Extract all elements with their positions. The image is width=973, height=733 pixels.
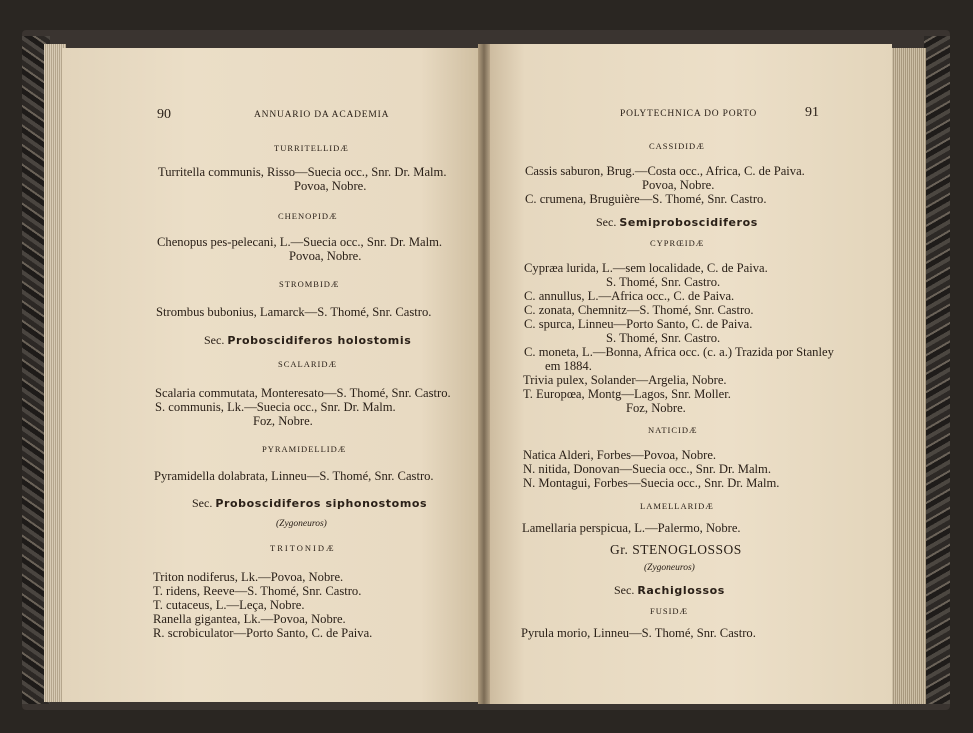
family-heading: SCALARIDÆ: [278, 359, 338, 369]
text-line: N. Montagui, Forbes—Suecia occ., Snr. Dr. Malm.: [523, 476, 780, 490]
text-line: em 1884.: [545, 359, 592, 373]
text-line: Ranella gigantea, Lk.—Povoa, Nobre.: [153, 612, 346, 626]
text-line: Cassis saburon, Brug.—Costa occ., Africa, C. de Paiva.: [525, 164, 805, 178]
text-line: Triton nodiferus, Lk.—Povoa, Nobre.: [153, 570, 344, 584]
text-line: Foz, Nobre.: [626, 401, 686, 415]
text-line: C. moneta, L.—Bonna, Africa occ. (c. a.) Trazida por Stanley: [524, 345, 834, 359]
family-heading: NATICIDÆ: [648, 425, 698, 435]
text-line: S. Thomé, Snr. Castro.: [606, 331, 721, 345]
subheading-italic: (Zygoneuros): [644, 563, 695, 573]
family-heading: LAMELLARIDÆ: [640, 501, 714, 511]
page-number-right: 91: [805, 105, 819, 120]
text-line: C. annullus, L.—Africa occ., C. de Paiva.: [524, 289, 735, 303]
text-line: Pyramidella dolabrata, Linneu—S. Thomé, Snr. Castro.: [154, 469, 434, 483]
family-heading: CYPRŒIDÆ: [650, 238, 705, 248]
text-line: S. Thomé, Snr. Castro.: [606, 275, 721, 289]
section-heading: Sec. Proboscidiferos holostomis: [204, 333, 412, 347]
group-heading: Gr. STENOGLOSSOS: [610, 542, 742, 557]
section-heading: Sec. Proboscidiferos siphonostomos: [192, 496, 428, 510]
text-line: Lamellaria perspicua, L.—Palermo, Nobre.: [522, 521, 741, 535]
family-heading: CASSIDIDÆ: [649, 141, 705, 151]
family-heading: CHENOPIDÆ: [278, 211, 338, 221]
text-line: Scalaria commutata, Monteresato—S. Thomé, Snr. Castro.: [155, 386, 451, 400]
running-head-right: POLYTECHNICA DO PORTO: [620, 109, 758, 119]
section-heading: Sec. Semiproboscidiferos: [596, 215, 758, 229]
text-line: Chenopus pes-pelecani, L.—Suecia occ., Snr. Dr. Malm.: [157, 235, 443, 249]
text-line: T. cutaceus, L.—Leça, Nobre.: [153, 598, 305, 612]
book-gutter: [478, 44, 490, 704]
running-head-left: ANNUARIO DA ACADEMIA: [254, 110, 390, 120]
text-line: Trivia pulex, Solander—Argelia, Nobre.: [523, 373, 727, 387]
text-line: R. scrobiculator—Porto Santo, C. de Paiva.: [153, 626, 373, 640]
text-line: Strombus bubonius, Lamarck—S. Thomé, Snr. Castro.: [156, 305, 432, 319]
text-line: Cypræa lurida, L.—sem localidade, C. de Paiva.: [524, 261, 768, 275]
text-line: Povoa, Nobre.: [294, 179, 367, 193]
text-line: Foz, Nobre.: [253, 414, 313, 428]
text-line: Turritella communis, Risso—Suecia occ., Snr. Dr. Malm.: [158, 165, 447, 179]
text-line: S. communis, Lk.—Suecia occ., Snr. Dr. Malm.: [155, 400, 396, 414]
family-heading: TRITONIDÆ: [270, 543, 336, 553]
text-line: Povoa, Nobre.: [642, 178, 715, 192]
marbled-board-right: [924, 36, 950, 704]
subheading-italic: (Zygoneuros): [276, 519, 327, 529]
family-heading: FUSIDÆ: [650, 606, 689, 616]
family-heading: TURRITELLIDÆ: [274, 143, 349, 153]
text-line: Pyrula morio, Linneu—S. Thomé, Snr. Castro.: [521, 626, 756, 640]
text-line: C. crumena, Bruguière—S. Thomé, Snr. Castro.: [525, 192, 767, 206]
section-heading: Sec. Rachiglossos: [614, 583, 725, 597]
page-number-left: 90: [157, 107, 171, 122]
page-edges-right: [890, 48, 926, 704]
text-line: Povoa, Nobre.: [289, 249, 362, 263]
text-line: N. nitida, Donovan—Suecia occ., Snr. Dr. Malm.: [523, 462, 771, 476]
text-line: T. ridens, Reeve—S. Thomé, Snr. Castro.: [153, 584, 362, 598]
text-line: T. Europœa, Montg—Lagos, Snr. Moller.: [523, 387, 731, 401]
text-line: C. spurca, Linneu—Porto Santo, C. de Paiva.: [524, 317, 753, 331]
family-heading: STROMBIDÆ: [279, 279, 340, 289]
family-heading: PYRAMIDELLIDÆ: [262, 444, 347, 454]
text-line: C. zonata, Chemnitz—S. Thomé, Snr. Castro.: [524, 303, 754, 317]
text-line: Natica Alderi, Forbes—Povoa, Nobre.: [523, 448, 717, 462]
